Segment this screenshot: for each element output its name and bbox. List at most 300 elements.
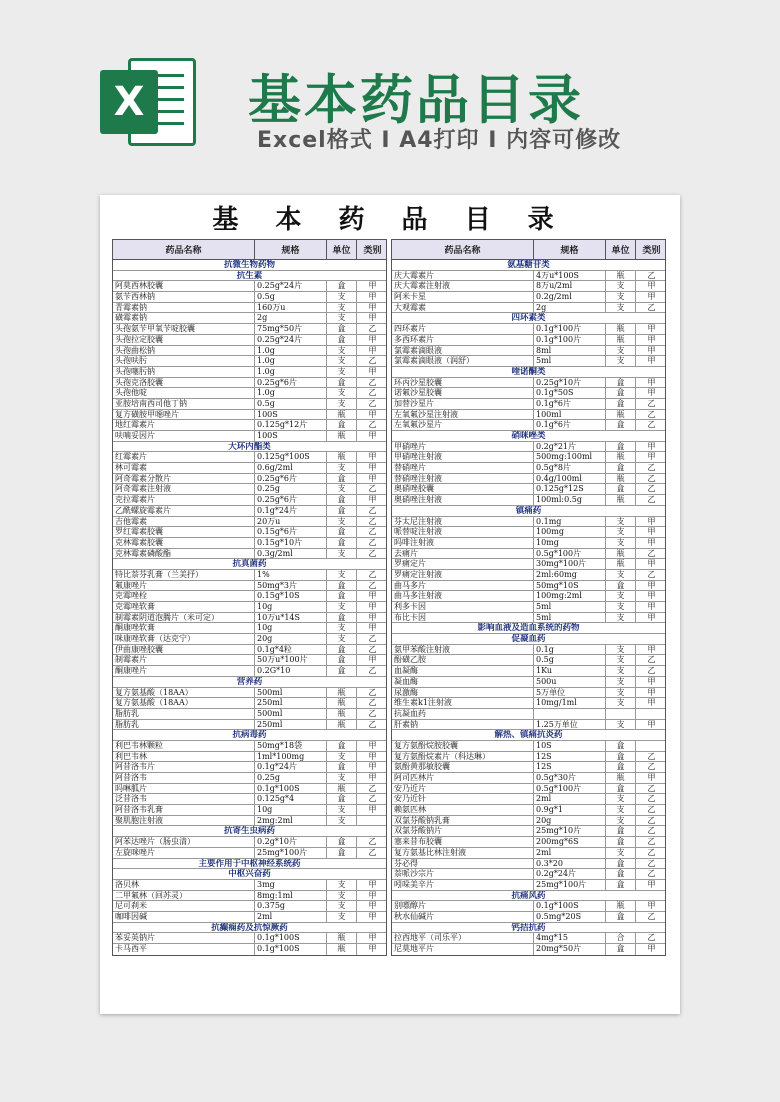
- unit-cell: 支: [606, 677, 636, 687]
- section-heading: 主要作用于中枢神经系统药: [113, 859, 386, 870]
- category-cell: 甲: [647, 602, 656, 611]
- unit-cell: 支: [327, 901, 357, 911]
- category-cell: 甲: [368, 911, 377, 921]
- category-cell: 甲: [647, 441, 656, 451]
- category-cell: 甲: [647, 281, 656, 291]
- drug-name-cell: 奥硝唑胶囊: [392, 484, 534, 494]
- spec-cell: 0.5g: [255, 292, 327, 302]
- category-cell: 甲: [368, 933, 377, 943]
- unit-cell: 瓶: [606, 324, 636, 334]
- excel-icon: [100, 58, 196, 146]
- unit-cell: 支: [606, 303, 636, 313]
- category-cell: 甲: [368, 751, 377, 761]
- category-cell: 甲: [368, 366, 377, 376]
- unit-cell: 支: [606, 688, 636, 698]
- banner: [0, 0, 780, 190]
- unit-cell: 支: [606, 527, 636, 537]
- spec-cell: 0.1g*100片: [534, 335, 606, 345]
- drug-name-cell: 制霉素阴道泡腾片（米可定）: [113, 613, 255, 623]
- drug-name-cell: 克林霉素磷酸酯: [113, 549, 255, 559]
- table-row: [113, 538, 386, 549]
- unit-cell: 支: [327, 602, 357, 612]
- unit-cell: 盒: [606, 399, 636, 409]
- table-row: [392, 474, 665, 485]
- section-heading: 抗微生物药物: [113, 260, 386, 271]
- table-row: [113, 891, 386, 902]
- spec-cell: 500mg:100ml: [534, 452, 606, 462]
- unit-cell: 盒: [606, 762, 636, 772]
- spec-cell: 12S: [534, 752, 606, 762]
- unit-cell: 支: [327, 816, 357, 826]
- unit-cell: 瓶: [327, 720, 357, 730]
- drug-name-cell: 复方氨基酸（18AA）: [113, 688, 255, 698]
- unit-cell: 盒: [327, 581, 357, 591]
- banner-subtitle: Excel格式 I A4打印 I 内容可修改: [257, 128, 622, 153]
- category-cell: 乙: [647, 794, 656, 804]
- table-row: [392, 388, 665, 399]
- spec-cell: 10S: [534, 741, 606, 751]
- drug-name-cell: 咖啡因碱: [113, 912, 255, 922]
- header-spec: 规格: [534, 240, 606, 259]
- spec-cell: 5ml: [534, 602, 606, 612]
- category-cell: 甲: [647, 901, 656, 911]
- table-row: [113, 581, 386, 592]
- category-cell: 甲: [368, 409, 377, 419]
- drug-name-cell: 血凝酶: [392, 666, 534, 676]
- category-cell: 乙: [647, 911, 656, 921]
- drug-name-cell: 曲马多注射液: [392, 591, 534, 601]
- table-row: [113, 367, 386, 378]
- unit-cell: 支: [606, 292, 636, 302]
- category-cell: 乙: [647, 815, 656, 825]
- drug-name-cell: 脂肪乳: [113, 720, 255, 730]
- table-row: [113, 816, 386, 827]
- category-cell: 甲: [368, 612, 377, 622]
- spec-cell: 0.1g*100S: [255, 944, 327, 955]
- spec-cell: 4mg*15: [534, 933, 606, 943]
- drug-name-cell: 罗痛定片: [392, 559, 534, 569]
- category-cell: 乙: [647, 869, 656, 879]
- spec-cell: 10mg: [534, 538, 606, 548]
- table-row: [392, 655, 665, 666]
- spec-cell: 0.1g*100S: [534, 901, 606, 911]
- category-cell: 乙: [647, 495, 656, 505]
- table-row: [392, 837, 665, 848]
- drug-name-cell: 替硝唑注射液: [392, 474, 534, 484]
- unit-cell: 支: [327, 346, 357, 356]
- unit-cell: 支: [606, 720, 636, 730]
- category-cell: 甲: [368, 773, 377, 782]
- unit-cell: 支: [327, 570, 357, 580]
- spec-cell: 25mg*100片: [255, 848, 327, 858]
- drug-name-cell: 尿激酶: [392, 688, 534, 698]
- drug-name-cell: 氯霉素滴眼液: [392, 346, 534, 356]
- category-cell: 乙: [647, 569, 656, 579]
- drug-name-cell: 地红霉素片: [113, 420, 255, 430]
- category-cell: 甲: [647, 452, 656, 462]
- table-row: [113, 698, 386, 709]
- unit-cell: 支: [606, 613, 636, 623]
- unit-cell: 盒: [606, 880, 636, 890]
- table-row: [392, 591, 665, 602]
- table-row: [113, 912, 386, 923]
- drug-name-cell: 安乃近片: [392, 784, 534, 794]
- drug-name-cell: 诺氟沙星胶囊: [392, 388, 534, 398]
- excel-icon-line: [158, 74, 184, 77]
- category-cell: 乙: [368, 634, 377, 644]
- spec-cell: 1.0g: [255, 367, 327, 377]
- spec-cell: 0.25g*10片: [534, 378, 606, 388]
- category-cell: 甲: [647, 559, 656, 569]
- category-cell: 乙: [368, 377, 377, 387]
- table-row: [113, 709, 386, 720]
- unit-cell: 盒: [606, 741, 636, 751]
- drug-name-cell: 头孢噻肟钠: [113, 367, 255, 377]
- spec-cell: 0.1g*24片: [255, 506, 327, 516]
- drug-name-cell: 氟康唑片: [113, 581, 255, 591]
- drug-name-cell: 曲马多片: [392, 581, 534, 591]
- unit-cell: 支: [327, 912, 357, 922]
- section-heading: 抗痛风药: [392, 891, 665, 902]
- spec-cell: 10g: [255, 623, 327, 633]
- unit-cell: 瓶: [327, 933, 357, 943]
- unit-cell: 瓶: [606, 452, 636, 462]
- table-row: [392, 752, 665, 763]
- spec-cell: 5ml: [534, 613, 606, 623]
- table-row: [392, 944, 665, 955]
- table-row: [113, 346, 386, 357]
- table-row: [392, 859, 665, 870]
- category-cell: 乙: [368, 484, 377, 494]
- drug-name-cell: 维生素k1注射液: [392, 698, 534, 708]
- table-row: [113, 378, 386, 389]
- unit-cell: 支: [606, 698, 636, 708]
- table-row: [113, 463, 386, 474]
- category-cell: 乙: [647, 805, 656, 815]
- category-cell: 乙: [368, 837, 377, 847]
- spec-cell: 1.25万单位: [534, 720, 606, 730]
- spec-cell: 0.1g: [534, 645, 606, 655]
- unit-cell: 支: [327, 517, 357, 527]
- category-cell: 甲: [368, 602, 377, 611]
- drug-name-cell: 拉西地平（司乐平）: [392, 933, 534, 943]
- spec-cell: 160万u: [255, 303, 327, 313]
- category-cell: 甲: [368, 655, 377, 665]
- spec-cell: 0.1g*6片: [534, 399, 606, 409]
- spec-cell: 0.25g: [255, 773, 327, 783]
- unit-cell: 盒: [606, 378, 636, 388]
- unit-cell: 盒: [327, 655, 357, 665]
- unit-cell: 支: [327, 805, 357, 815]
- category-cell: 乙: [368, 548, 377, 558]
- unit-cell: 盒: [327, 474, 357, 484]
- spec-cell: 0.1g*100片: [534, 324, 606, 334]
- section-heading: 抗病毒药: [113, 730, 386, 741]
- unit-cell: 盒: [606, 752, 636, 762]
- category-cell: 甲: [368, 345, 377, 355]
- drug-name-cell: 红霉素片: [113, 452, 255, 462]
- category-cell: 乙: [647, 847, 656, 857]
- unit-cell: 支: [606, 356, 636, 366]
- spec-cell: 0.15g*10片: [255, 538, 327, 548]
- table-row: [392, 517, 665, 528]
- category-cell: 乙: [368, 794, 377, 804]
- spec-cell: 200mg*6S: [534, 837, 606, 847]
- category-cell: 乙: [647, 270, 656, 280]
- spec-cell: 0.125g*4: [255, 794, 327, 804]
- category-cell: 甲: [368, 452, 377, 462]
- unit-cell: [606, 709, 636, 719]
- unit-cell: 支: [327, 303, 357, 313]
- unit-cell: 盒: [606, 581, 636, 591]
- unit-cell: 支: [606, 666, 636, 676]
- spec-cell: 100S: [255, 410, 327, 420]
- table-row: [392, 452, 665, 463]
- table-row: [113, 794, 386, 805]
- table-row: [392, 303, 665, 314]
- spec-cell: 0.125g*12S: [534, 484, 606, 494]
- table-row: [113, 666, 386, 677]
- category-cell: 甲: [368, 890, 377, 900]
- unit-cell: 支: [327, 623, 357, 633]
- spec-cell: 20g: [255, 634, 327, 644]
- drug-name-cell: 复方氨基比林注射液: [392, 848, 534, 858]
- category-cell: 乙: [368, 687, 377, 697]
- drug-name-cell: 复方氨基酸（18AA）: [113, 698, 255, 708]
- spec-cell: 0.125g*100S: [255, 452, 327, 462]
- table-row: [113, 484, 386, 495]
- unit-cell: 支: [327, 752, 357, 762]
- table-row: [392, 581, 665, 592]
- table-row: [392, 281, 665, 292]
- drug-name-cell: 阿米卡星: [392, 292, 534, 302]
- drug-name-cell: 吲哚美辛片: [392, 880, 534, 890]
- category-cell: 甲: [647, 698, 656, 708]
- category-cell: 甲: [647, 879, 656, 889]
- right-table: [391, 239, 666, 956]
- category-cell: 乙: [368, 505, 377, 515]
- drug-name-cell: 酚磺乙胺: [392, 655, 534, 665]
- table-row: [113, 933, 386, 944]
- spec-cell: 0.3*20: [534, 859, 606, 869]
- drug-name-cell: 别嘌醇片: [392, 901, 534, 911]
- unit-cell: 支: [606, 848, 636, 858]
- header-category: 类别: [363, 246, 382, 256]
- unit-cell: 盒: [327, 420, 357, 430]
- category-cell: 乙: [368, 847, 377, 857]
- table-row: [113, 549, 386, 560]
- unit-cell: 支: [606, 538, 636, 548]
- spec-cell: 2ml: [534, 848, 606, 858]
- table-row: [392, 484, 665, 495]
- table-row: [392, 356, 665, 367]
- category-cell: 乙: [368, 324, 377, 334]
- drug-name-cell: 青霉素钠: [113, 303, 255, 313]
- category-cell: 甲: [368, 281, 377, 291]
- unit-cell: 盒: [606, 420, 636, 430]
- category-cell: 乙: [368, 783, 377, 793]
- table-row: [113, 944, 386, 955]
- spec-cell: 2ml:60mg: [534, 570, 606, 580]
- spec-cell: 5万单位: [534, 688, 606, 698]
- drug-name-cell: 奥硝唑注射液: [392, 495, 534, 505]
- drug-name-cell: 环丙沙星胶囊: [392, 378, 534, 388]
- category-cell: 甲: [647, 324, 656, 334]
- unit-cell: 瓶: [606, 559, 636, 569]
- unit-cell: 支: [606, 281, 636, 291]
- unit-cell: 盒: [606, 944, 636, 955]
- category-cell: 甲: [647, 944, 656, 953]
- drug-name-cell: 双氯芬酸钠片: [392, 826, 534, 836]
- section-heading: 喹诺酮类: [392, 367, 665, 378]
- spec-cell: [534, 709, 606, 719]
- table-row: [113, 602, 386, 613]
- drug-name-cell: 甲硝唑注射液: [392, 452, 534, 462]
- spec-cell: 0.2g*24片: [534, 869, 606, 879]
- drug-name-cell: 吉他霉素: [113, 517, 255, 527]
- spec-cell: 10g: [255, 805, 327, 815]
- category-cell: [357, 816, 388, 826]
- category-cell: 乙: [368, 420, 377, 430]
- category-cell: 甲: [647, 377, 656, 387]
- unit-cell: 瓶: [327, 784, 357, 794]
- spec-cell: 0.2g/2ml: [534, 292, 606, 302]
- spec-cell: 100S: [255, 431, 327, 441]
- drug-name-cell: 聚肌胞注射液: [113, 816, 255, 826]
- drug-name-cell: 尼可刹米: [113, 901, 255, 911]
- unit-cell: 盒: [606, 869, 636, 879]
- drug-name-cell: 萘哌沙宗片: [392, 869, 534, 879]
- category-cell: 甲: [647, 516, 656, 526]
- unit-cell: 盒: [327, 378, 357, 388]
- drug-name-cell: 抗凝血药: [392, 709, 534, 719]
- category-cell: 甲: [368, 879, 377, 889]
- spec-cell: 500ml: [255, 688, 327, 698]
- spec-cell: 8ml: [534, 346, 606, 356]
- spec-cell: 0.1mg: [534, 517, 606, 527]
- category-cell: 甲: [368, 944, 377, 953]
- drug-name-cell: 庆大霉素片: [392, 271, 534, 281]
- unit-cell: 盒: [606, 784, 636, 794]
- spec-cell: 0.375g: [255, 901, 327, 911]
- drug-name-cell: 左氧氟沙星注射液: [392, 410, 534, 420]
- drug-name-cell: 吗啡注射液: [392, 538, 534, 548]
- category-cell: 乙: [647, 762, 656, 772]
- section-heading: 钙拮抗药: [392, 923, 665, 934]
- spec-cell: 0.15g*10S: [255, 591, 327, 601]
- drug-name-cell: 去痛片: [392, 549, 534, 559]
- drug-name-cell: 卡马西平: [113, 944, 255, 955]
- table-row: [392, 773, 665, 784]
- category-cell: 甲: [647, 644, 656, 654]
- category-cell: 乙: [647, 548, 656, 558]
- category-cell: 乙: [647, 826, 656, 836]
- unit-cell: 盒: [606, 912, 636, 922]
- spec-cell: 20万u: [255, 517, 327, 527]
- unit-cell: 合: [606, 933, 636, 943]
- spec-cell: 10g: [255, 602, 327, 612]
- spec-cell: 12S: [534, 762, 606, 772]
- category-cell: 甲: [647, 537, 656, 547]
- category-cell: 乙: [647, 751, 656, 761]
- unit-cell: 瓶: [606, 773, 636, 783]
- drug-name-cell: 氨酚黄那敏胶囊: [392, 762, 534, 772]
- section-heading: 抗真菌药: [113, 559, 386, 570]
- spec-cell: 2mg:2ml: [255, 816, 327, 826]
- drug-name-cell: 制霉素片: [113, 655, 255, 665]
- table-row: [113, 324, 386, 335]
- table-row: [392, 378, 665, 389]
- unit-cell: 瓶: [327, 698, 357, 708]
- table-row: [392, 271, 665, 282]
- category-cell: 乙: [368, 708, 377, 718]
- section-heading: 抗寄生虫病药: [113, 826, 386, 837]
- table-row: [392, 410, 665, 421]
- unit-cell: 支: [606, 645, 636, 655]
- spec-cell: 0.2g*10片: [255, 837, 327, 847]
- drug-name-cell: 安乃近针: [392, 794, 534, 804]
- document-sheet: [100, 195, 680, 1014]
- header-spec: 规格: [255, 240, 327, 259]
- table-row: [392, 527, 665, 538]
- unit-cell: 盒: [327, 335, 357, 345]
- drug-name-cell: 氯霉素滴眼液（润舒）: [392, 356, 534, 366]
- drug-name-cell: 肝素钠: [392, 720, 534, 730]
- spec-cell: 25mg*100片: [534, 880, 606, 890]
- spec-cell: 50mg*18袋: [255, 741, 327, 751]
- category-cell: 甲: [368, 473, 377, 483]
- category-cell: 乙: [647, 484, 656, 494]
- category-cell: 乙: [368, 516, 377, 526]
- unit-cell: 盒: [606, 826, 636, 836]
- drug-name-cell: 吗啉胍片: [113, 784, 255, 794]
- left-table: [112, 239, 387, 956]
- category-cell: 乙: [368, 580, 377, 590]
- table-row: [392, 570, 665, 581]
- unit-cell: 盒: [327, 495, 357, 505]
- table-row: [392, 666, 665, 677]
- table-row: [113, 623, 386, 634]
- table-row: [113, 431, 386, 442]
- table-row: [392, 613, 665, 624]
- table-row: [113, 613, 386, 624]
- spec-cell: 1.0g: [255, 356, 327, 366]
- table-row: [392, 933, 665, 944]
- drug-name-cell: 布比卡因: [392, 613, 534, 623]
- table-row: [392, 559, 665, 570]
- drug-name-cell: 头孢曲松钠: [113, 346, 255, 356]
- table-row: [392, 495, 665, 506]
- category-cell: 甲: [368, 313, 377, 323]
- table-row: [113, 752, 386, 763]
- category-cell: 乙: [647, 473, 656, 483]
- section-heading: 镇痛药: [392, 506, 665, 517]
- section-heading: 四环素类: [392, 313, 665, 324]
- unit-cell: 盒: [327, 538, 357, 548]
- spec-cell: 0.25g*6片: [255, 474, 327, 484]
- unit-cell: 支: [327, 549, 357, 559]
- unit-cell: 支: [606, 570, 636, 580]
- unit-cell: 瓶: [606, 271, 636, 281]
- category-cell: 甲: [647, 345, 656, 355]
- table-row: [113, 634, 386, 645]
- drug-name-cell: 塞来昔布胶囊: [392, 837, 534, 847]
- spec-cell: 0.5g*30片: [534, 773, 606, 783]
- spec-cell: 250ml: [255, 698, 327, 708]
- table-row: [392, 602, 665, 613]
- table-row: [392, 880, 665, 891]
- drug-name-cell: 芬太尼注射液: [392, 517, 534, 527]
